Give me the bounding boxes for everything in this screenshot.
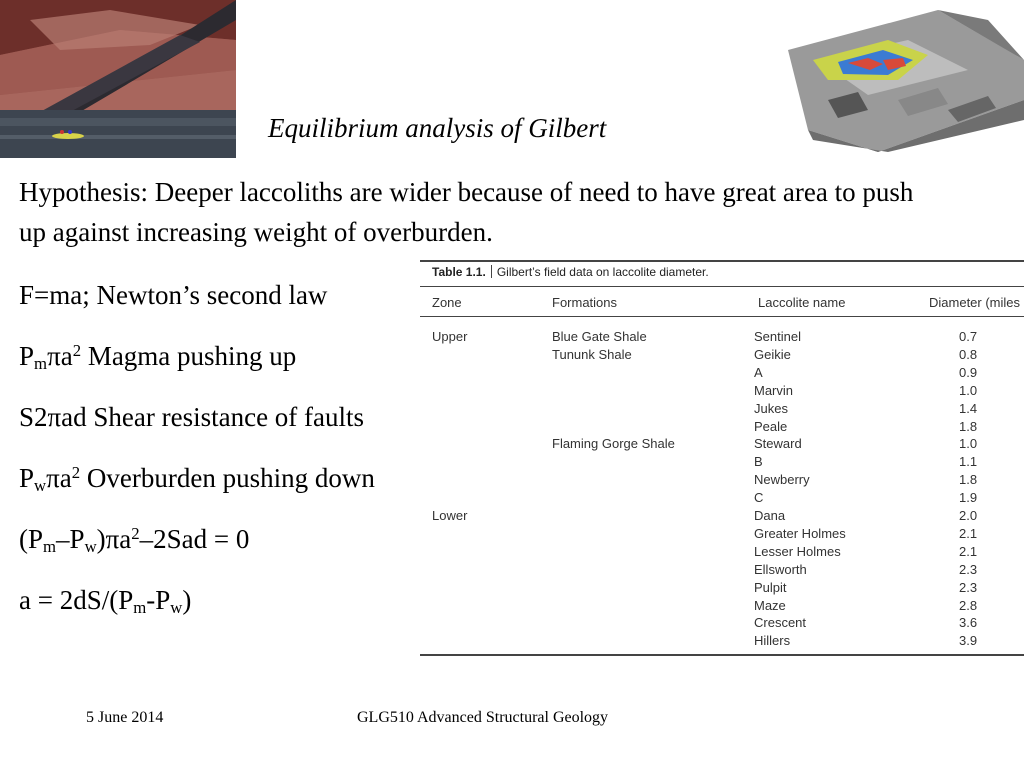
diameter-cell: 1.9 <box>959 490 978 506</box>
laccolite-name-cell: B <box>754 454 763 470</box>
shear-resistance-text: S2πad Shear resistance of faults <box>19 402 365 432</box>
laccolite-name-cell: Geikie <box>754 346 791 362</box>
formation-cell: Blue Gate Shale <box>552 329 647 344</box>
diameter-cell: 1.1 <box>959 454 978 470</box>
laccolite-diameter-table <box>414 258 1024 660</box>
laccolite-name-cell: Newberry <box>754 472 810 488</box>
zone-cell: Lower <box>432 508 468 523</box>
slide-title: Equilibrium analysis of Gilbert <box>268 113 607 143</box>
table-bottom-rule <box>420 654 1024 656</box>
diameter-cell: 3.6 <box>959 615 978 631</box>
diameter-cell: 2.0 <box>959 508 978 523</box>
formation-cell: Flaming Gorge Shale <box>552 436 675 452</box>
laccolite-name-cell: Sentinel <box>754 329 801 344</box>
canyon-dike-photo <box>0 0 236 158</box>
diameter-cell: 2.3 <box>959 561 978 577</box>
laccolite-name-cell: Steward <box>754 436 802 452</box>
diameter-cell: 0.8 <box>959 346 978 362</box>
column-header-formations: Formations <box>552 295 618 310</box>
laccolite-name-cell: C <box>754 490 764 506</box>
laccolite-name-cell: Hillers <box>754 633 791 649</box>
laccolite-name-cell: Crescent <box>754 615 807 631</box>
diameter-cell: 0.9 <box>959 364 978 380</box>
laccolite-name-cell: Greater Holmes <box>754 525 846 541</box>
column-header-diameter: Diameter (miles <box>929 295 1021 310</box>
diameter-cell: 3.9 <box>959 633 978 649</box>
formation-cell: Tununk Shale <box>552 346 632 362</box>
diameter-cell: 0.7 <box>959 329 978 344</box>
laccolith-3d-terrain-map <box>788 0 1024 152</box>
overburden-force-text: $P_w\pi a^2$ Overburden pushing down <box>19 462 375 496</box>
footer-date: 5 June 2014 <box>86 709 164 726</box>
equilibrium-equation: $(P_m-P_w)\pi a^2-2Sad = 0$ <box>19 523 250 557</box>
laccolite-name-cell: Lesser Holmes <box>754 543 841 559</box>
diameter-cell: 1.8 <box>959 472 978 488</box>
diameter-cell: 2.1 <box>959 543 978 559</box>
newton-law-text: F=ma; Newton’s second law <box>19 280 328 310</box>
laccolite-name-cell: Pulpit <box>754 579 787 595</box>
column-header-zone: Zone <box>432 295 462 310</box>
laccolite-name-cell: Dana <box>754 508 786 523</box>
laccolite-name-cell: Ellsworth <box>754 561 807 577</box>
laccolite-name-cell: A <box>754 364 763 380</box>
diameter-cell: 2.8 <box>959 597 978 613</box>
laccolite-name-cell: Maze <box>754 597 786 613</box>
magma-force-text: $P_m\pi a^2$ Magma pushing up <box>19 340 297 374</box>
diameter-cell: 2.3 <box>959 579 978 595</box>
table-caption: Table 1.1. Gilbert’s field data on laccolite diameter. <box>432 265 709 279</box>
diameter-cell: 1.0 <box>959 382 978 398</box>
column-header-laccolite-name: Laccolite name <box>758 295 846 310</box>
diameter-cell: 1.0 <box>959 436 978 452</box>
laccolite-name-cell: Jukes <box>754 400 788 416</box>
laccolite-name-cell: Peale <box>754 418 788 434</box>
hypothesis-text: Hypothesis: Deeper laccoliths are wider because of need to have great area to push up against increasing weight of overburden. <box>19 177 914 247</box>
laccolite-name-cell: Marvin <box>754 382 794 398</box>
diameter-cell: 1.8 <box>959 418 978 434</box>
diameter-cell: 1.4 <box>959 400 978 416</box>
table-caption-rule <box>420 286 1024 287</box>
footer-course: GLG510 Advanced Structural Geology <box>357 709 609 726</box>
table-top-rule <box>420 260 1024 262</box>
solution-equation: $a = 2dS/(P_m-P_w)$ <box>19 585 192 618</box>
table-header-rule <box>420 316 1024 317</box>
zone-cell: Upper <box>432 329 468 344</box>
diameter-cell: 2.1 <box>959 525 978 541</box>
